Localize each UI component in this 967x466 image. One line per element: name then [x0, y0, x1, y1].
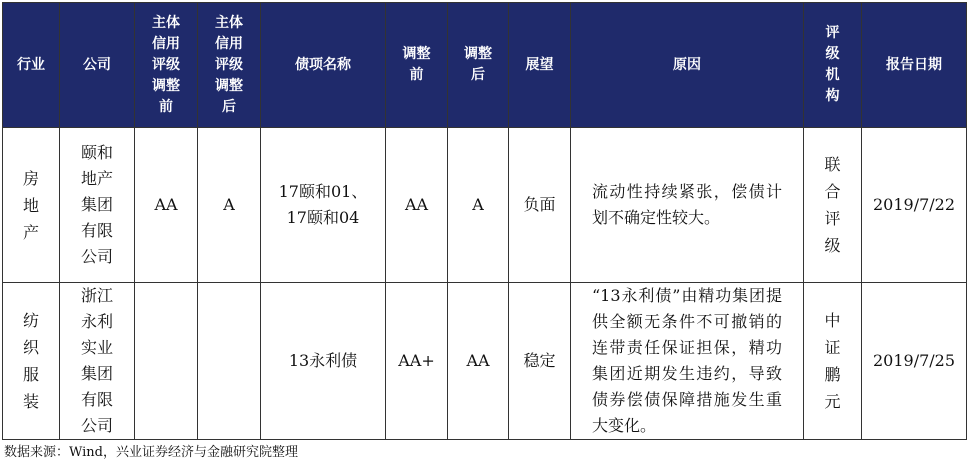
cell-issuer-after: [198, 283, 261, 440]
cell-industry: 纺织服装: [3, 283, 60, 440]
cell-report-date: 2019/7/22: [862, 128, 967, 283]
header-bond-name: 债项名称: [261, 3, 386, 128]
cell-industry: 房地产: [3, 128, 60, 283]
cell-outlook: 稳定: [509, 283, 571, 440]
table-header-row: [3, 3, 967, 128]
header-industry: 行业: [3, 3, 60, 128]
cell-company: 浙江永利实业集团有限公司: [60, 283, 135, 440]
table-row: [3, 283, 967, 440]
cell-issuer-before: [135, 283, 198, 440]
cell-reason: “13永利债”由精功集团提供全额无条件不可撤销的连带责任保证担保，精功集团近期发生违约，导致债券偿债保障措施发生重大变化。: [571, 283, 804, 440]
cell-outlook: 负面: [509, 128, 571, 283]
rating-adjustment-table: [2, 2, 967, 440]
cell-company: 颐和地产集团有限公司: [60, 128, 135, 283]
cell-report-date: 2019/7/25: [862, 283, 967, 440]
cell-bond-name: 13永利债: [261, 283, 386, 440]
cell-agency: 中证鹏元: [804, 283, 862, 440]
cell-after: A: [448, 128, 509, 283]
header-report-date: 报告日期: [862, 3, 967, 128]
header-outlook: 展望: [509, 3, 571, 128]
header-company: 公司: [60, 3, 135, 128]
cell-before: AA: [386, 128, 448, 283]
header-issuer-rating-after: 主体信用评级调整后: [198, 3, 261, 128]
header-reason: 原因: [571, 3, 804, 128]
header-before: 调整前: [386, 3, 448, 128]
cell-after: AA: [448, 283, 509, 440]
cell-before: AA+: [386, 283, 448, 440]
cell-issuer-after: A: [198, 128, 261, 283]
table-row: [3, 128, 967, 283]
data-source-note: 数据来源：Wind，兴业证券经济与金融研究院整理: [4, 445, 298, 460]
cell-agency: 联合评级: [804, 128, 862, 283]
header-issuer-rating-before: 主体信用评级调整前: [135, 3, 198, 128]
header-after: 调整后: [448, 3, 509, 128]
cell-reason: 流动性持续紧张，偿债计划不确定性较大。: [571, 128, 804, 283]
cell-issuer-before: AA: [135, 128, 198, 283]
cell-bond-name: 17颐和01、17颐和04: [261, 128, 386, 283]
header-agency: 评级机构: [804, 3, 862, 128]
